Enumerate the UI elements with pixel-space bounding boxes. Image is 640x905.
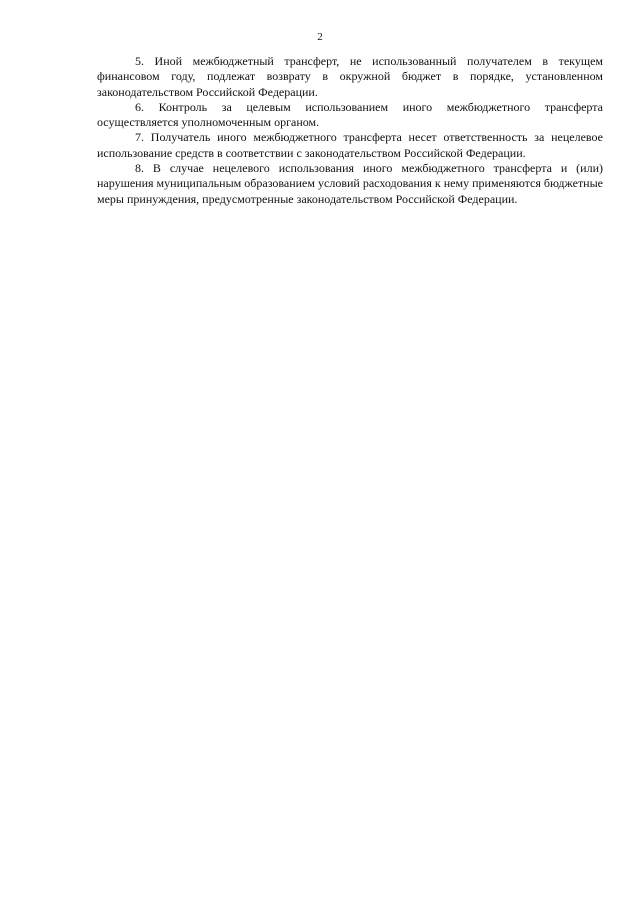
paragraph-7: 7. Получатель иного межбюджетного трансферта несет ответственность за нецелевое использование средств в соответствии с законодательством Российской Федерации. (97, 130, 603, 160)
paragraph-8: 8. В случае нецелевого использования иного межбюджетного трансферта и (или) нарушения муниципальным образованием условий расходования к нему применяются бюджетные меры принуждения, предусмотренные законодательством Российской Федерации. (97, 161, 603, 206)
paragraph-5: 5. Иной межбюджетный трансферт, не использованный получателем в текущем финансовом году, подлежат возврату в окружной бюджет в порядке, установленном законодательством Российской Федерации. (97, 54, 603, 99)
paragraph-6: 6. Контроль за целевым использованием иного межбюджетного трансферта осуществляется уполномоченным органом. (97, 99, 603, 130)
document-body (97, 54, 603, 207)
page-number: 2 (317, 31, 323, 43)
